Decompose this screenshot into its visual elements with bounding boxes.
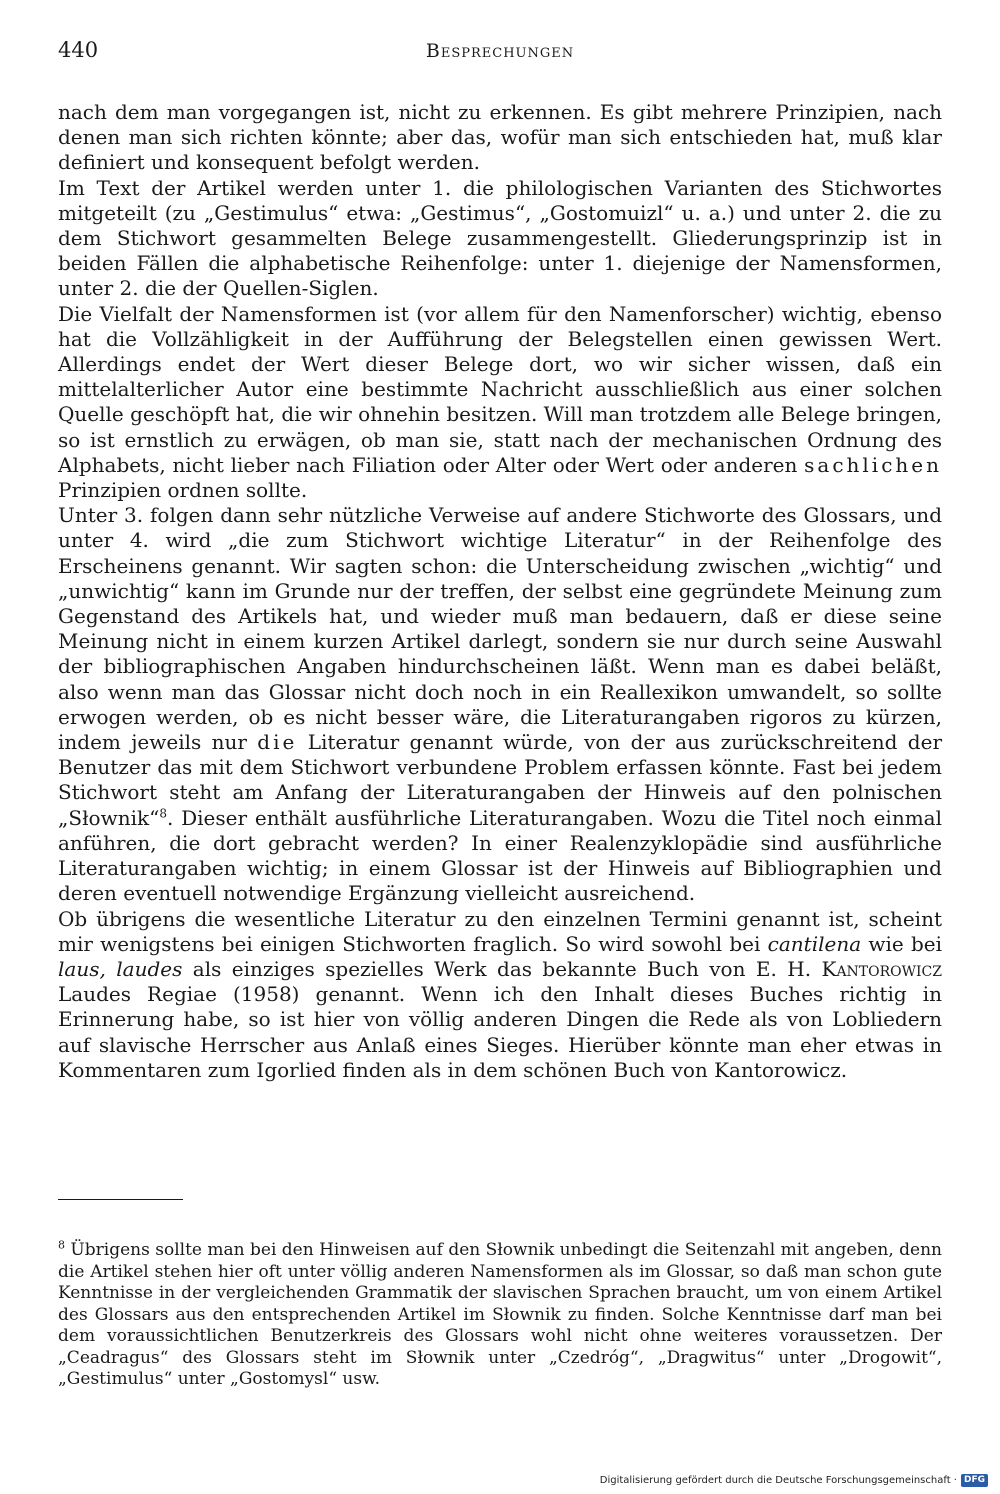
italic-term-cantilena: cantilena <box>767 931 862 956</box>
paragraph-4-part-a: Unter 3. folgen dann sehr nützliche Verweise auf andere Stichworte des Glossars, und unter 4. wird „die zum Stichwort wichtige Literatur“ in der Reihenfolge des Erscheinens genannt. Wir sagten schon: die Unterscheidung zwischen „wichtig“ und „unwichtig“ kann im Grunde nur der treffen, der selbst eine gegründete Meinung zum Gegenstand des Artikels hat, und wieder muß man bedauern, daß er diese seine Meinung nicht in einem kurzen Artikel darlegt, sondern sie nur durch seine Auswahl der bibliographischen Angaben hindurchscheinen läßt. Wenn man es dabei beläßt, also wenn man das Glossar nicht doch noch in ein Reallexikon umwandelt, so sollte erwogen werden, ob es nicht besser wäre, die Literaturangaben rigoros zu kürzen, indem jeweils nur <box>58 503 942 755</box>
italic-term-laus: laus, laudes <box>58 956 183 981</box>
paragraph-5 <box>58 907 942 1083</box>
credit-text: Digitalisierung gefördert durch die Deutsche Forschungsgemeinschaft · <box>599 1475 957 1486</box>
footnote-reference[interactable]: 8 <box>159 806 167 821</box>
paragraph-3-part-b: Prinzipien ordnen sollte. <box>58 478 308 503</box>
paragraph-1: nach dem man vorgegangen ist, nicht zu erkennen. Es gibt mehrere Prinzipien, nach denen man sich richten könnte; aber das, wofür man sich entschieden hat, muß klar definiert und konsequent befolgt werden. <box>58 100 942 175</box>
footnote-text: Übrigens sollte man bei den Hinweisen auf den Słownik unbedingt die Seitenzahl mit angeben, denn die Artikel stehen hier oft unter völlig anderen Namensformen als im Glossar, so daß man schon gute Kenntnisse in der vergleichenden Grammatik der slavischen Sprachen braucht, um von einem Artikel des Glossars aus den entsprechenden Artikel im Słownik zu finden. Solche Kenntnisse darf man bei dem voraussichtlichen Benutzerkreis des Glossars wohl nicht ohne weiteres voraussetzen. Der „Ceadragus“ des Glossars steht im Słownik unter „Czedróg“, „Dragwitus“ unter „Drogowit“, „Gestimulus“ unter „Gostomysl“ usw. <box>58 1240 942 1389</box>
letterspaced-emphasis: sachlichen <box>804 452 942 477</box>
body-text <box>58 100 942 1083</box>
paragraph-3-part-a: Die Vielfalt der Namensformen ist (vor allem für den Namenforscher) wichtig, ebenso hat die Vollzähligkeit in der Aufführung der Belegstellen einen gewissen Wert. Allerdings endet der Wert dieser Belege dort, wo wir sicher wissen, daß ein mittelalterlicher Autor eine bestimmte Nachricht ausschließlich aus einer solchen Quelle geschöpft hat, die wir ohnehin besitzen. Will man trotzdem alle Belege bringen, so ist ernstlich zu erwägen, ob man sie, statt nach der mechanischen Ordnung des Alphabets, nicht lieber nach Filiation oder Alter oder Wert oder anderen <box>58 301 942 477</box>
paragraph-3 <box>58 302 942 504</box>
page-number: 440 <box>58 38 99 62</box>
paragraph-4 <box>58 503 942 906</box>
paragraph-4-part-c: . Dieser enthält ausführliche Literaturangaben. Wozu die Titel noch einmal anführen, die dort gebracht werden? In einer Realenzyklopädie sind ausführliche Literaturangaben wichtig; in einem Glossar ist der Hinweis auf Bibliographien und deren eventuell notwendige Ergänzung vielleicht ausreichend. <box>58 805 942 906</box>
dfg-logo: DFG <box>961 1474 988 1487</box>
footnote-separator <box>58 1199 183 1200</box>
digitization-credit <box>600 1474 988 1487</box>
running-head: Besprechungen <box>425 40 575 62</box>
paragraph-5-part-d: Laudes Regiae (1958) genannt. Wenn ich den Inhalt dieses Buches richtig in Erinnerung habe, so ist hier von völlig anderen Dingen die Rede als von Lobliedern auf slavische Herrscher aus Anlaß eines Sieges. Hierüber könnte man eher etwas in Kommentaren zum Igorlied finden als in dem schönen Buch von Kantorowicz. <box>58 982 942 1082</box>
paragraph-5-part-b: wie bei <box>861 931 942 956</box>
footnote-marker: 8 <box>58 1238 65 1252</box>
footnote <box>58 1240 942 1391</box>
letterspaced-emphasis: die <box>257 730 298 755</box>
page-header <box>58 38 942 68</box>
paragraph-5-part-a: Ob übrigens die wesentliche Literatur zu den einzelnen Termini genannt ist, scheint mir wenigstens bei einigen Stichworten fraglich. So wird sowohl bei <box>58 906 942 956</box>
paragraph-4-part-b: Literatur genannt würde, von der aus zurückschreitend der Benutzer das mit dem Stichwort verbundene Problem erfassen könnte. Fast bei jedem Stichwort steht am Anfang der Literaturangaben der Hinweis auf den polnischen „Słownik“ <box>58 730 942 830</box>
paragraph-2: Im Text der Artikel werden unter 1. die philologischen Varianten des Stichwortes mitgeteilt (zu „Gestimulus“ etwa: „Gestimus“, „Gostomuizl“ u. a.) und unter 2. die zu dem Stichwort gesammelten Belege zusammengestellt. Gliederungsprinzip ist in beiden Fällen die alphabetische Reihenfolge: unter 1. diejenige der Namensformen, unter 2. die der Quellen-Siglen. <box>58 175 942 301</box>
paragraph-5-part-c: als einziges spezielles Werk das bekannte Buch von E. H. <box>182 956 822 981</box>
author-name-smallcaps: Kantorowicz <box>821 956 942 981</box>
